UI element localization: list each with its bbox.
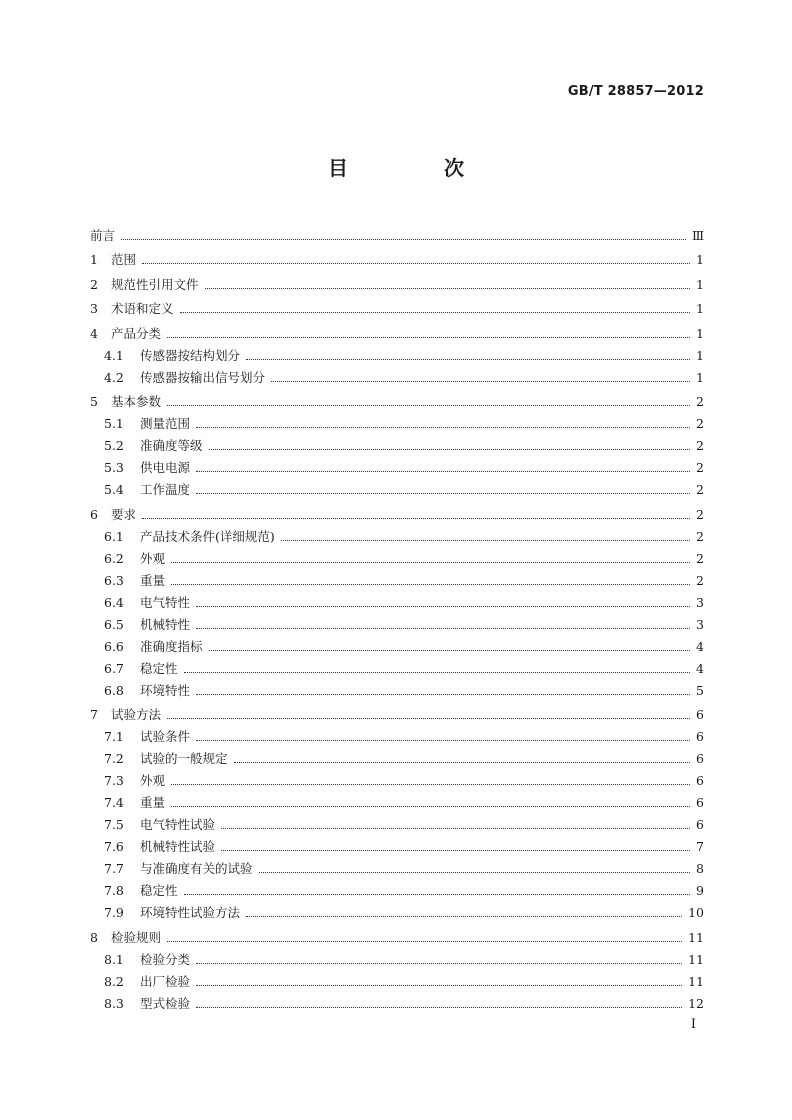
- toc-entry-title: 要求: [111, 506, 137, 522]
- toc-entry[interactable]: [90, 945, 704, 967]
- toc-entry[interactable]: [90, 766, 704, 788]
- toc-entry-page: 1: [696, 276, 704, 292]
- toc-entry-title: 稳定性: [140, 660, 178, 676]
- toc-entry-page: 6: [696, 773, 704, 788]
- toc-entry[interactable]: [90, 497, 704, 522]
- toc-entry-title: 范围: [111, 252, 137, 267]
- toc-entry-title: 重量: [140, 795, 166, 810]
- toc-entry-number: 7.5: [104, 817, 124, 832]
- toc-entry-page: 6: [696, 729, 704, 744]
- toc-entry-page: 2: [696, 572, 704, 588]
- toc-entry-page: 2: [696, 506, 704, 522]
- toc-entry-page: 12: [688, 995, 704, 1011]
- toc-leader-dots: [259, 872, 690, 873]
- toc-leader-dots: [196, 1007, 682, 1008]
- toc-leader-dots: [167, 941, 682, 942]
- toc-entry-title: 产品分类: [111, 325, 162, 341]
- toc-leader-dots: [196, 427, 690, 428]
- toc-entry-number: 7.8: [104, 883, 124, 898]
- toc-entry[interactable]: [90, 566, 704, 588]
- toc-leader-dots: [246, 359, 690, 360]
- toc-leader-dots: [271, 381, 690, 382]
- toc-entry-page: 9: [696, 883, 704, 898]
- toc-entry[interactable]: [90, 632, 704, 654]
- toc-entry-number: 6.4: [104, 594, 124, 610]
- toc-entry-page: 6: [696, 795, 704, 810]
- toc-entry-title: 准确度等级: [140, 438, 203, 453]
- toc-entry-page: 1: [696, 347, 704, 363]
- toc-leader-dots: [281, 540, 690, 541]
- toc-entry-number: 4.2: [104, 369, 124, 385]
- toc-entry-number: 5.4: [104, 482, 124, 497]
- toc-entry-title: 检验规则: [111, 929, 162, 945]
- toc-entry-title: 规范性引用文件: [111, 276, 199, 292]
- toc-entry-number: 6.7: [104, 660, 124, 676]
- toc-entry-number: 6.1: [104, 528, 124, 544]
- page-number: I: [690, 1017, 696, 1032]
- toc-entry[interactable]: [90, 316, 704, 341]
- toc-entry-page: 2: [696, 438, 704, 453]
- toc-entry[interactable]: [90, 363, 704, 385]
- toc-leader-dots: [167, 337, 690, 338]
- toc-entry-number: 7.2: [104, 751, 124, 766]
- toc-entry[interactable]: [90, 832, 704, 854]
- toc-entry[interactable]: [90, 810, 704, 832]
- toc-entry[interactable]: [90, 967, 704, 989]
- toc-leader-dots: [205, 288, 690, 289]
- toc-entry-number: 7.4: [104, 795, 124, 810]
- toc-leader-dots: [234, 762, 690, 763]
- toc-entry-page: 4: [696, 660, 704, 676]
- toc-leader-dots: [196, 628, 690, 629]
- toc-entry-page: 2: [696, 482, 704, 497]
- toc-entry-number: 8.3: [104, 995, 124, 1011]
- toc-entry-title: 机械特性试验: [140, 839, 216, 854]
- toc-entry-number: 6.2: [104, 550, 124, 566]
- toc-leader-dots: [142, 518, 690, 519]
- toc-entry-number: 1: [90, 252, 98, 267]
- toc-leader-dots: [196, 606, 690, 607]
- toc-entry-number: 8: [90, 929, 98, 945]
- toc-leader-dots: [121, 239, 686, 240]
- toc-entry[interactable]: [90, 876, 704, 898]
- toc-entry-number: 2: [90, 276, 98, 292]
- toc-entry[interactable]: [90, 453, 704, 475]
- toc-entry-number: 4.1: [104, 347, 124, 363]
- toc-entry-title: 传感器按输出信号划分: [140, 369, 266, 385]
- toc-entry-number: 6.6: [104, 638, 124, 654]
- toc-entry[interactable]: [90, 722, 704, 744]
- toc-leader-dots: [196, 963, 682, 964]
- toc-entry-page: 8: [696, 861, 704, 876]
- toc-leader-dots: [184, 672, 690, 673]
- toc-entry-title: 工作温度: [140, 482, 191, 497]
- toc-entry-number: 6.5: [104, 616, 124, 632]
- document-code: GB/T 28857—2012: [567, 84, 704, 99]
- toc-entry-page: 6: [696, 707, 704, 722]
- toc-leader-dots: [180, 312, 690, 313]
- toc-entry-title: 外观: [140, 773, 166, 788]
- toc-entry[interactable]: [90, 854, 704, 876]
- toc-leader-dots: [167, 405, 690, 406]
- toc-leader-dots: [171, 806, 690, 807]
- toc-entry-page: 6: [696, 817, 704, 832]
- toc-entry-number: 6: [90, 506, 98, 522]
- toc-entry[interactable]: [90, 341, 704, 363]
- toc-leader-dots: [196, 985, 682, 986]
- toc-leader-dots: [196, 740, 690, 741]
- toc-entry-title: 外观: [140, 550, 166, 566]
- toc-entry-number: 6.3: [104, 572, 124, 588]
- toc-entry-title: 试验的一般规定: [140, 751, 228, 766]
- toc-entry-page: 1: [696, 369, 704, 385]
- toc-entry-title: 试验条件: [140, 729, 191, 744]
- toc-entry[interactable]: [90, 676, 704, 698]
- toc-entry-title: 机械特性: [140, 616, 191, 632]
- toc-leader-dots: [209, 449, 690, 450]
- toc-leader-dots: [184, 894, 690, 895]
- toc-entry-number: 5.3: [104, 460, 124, 475]
- toc-entry-number: 7.9: [104, 905, 124, 920]
- toc-entry-page: 5: [696, 682, 704, 698]
- toc-entry-page: 2: [696, 394, 704, 409]
- toc-entry-page: 11: [688, 951, 704, 967]
- toc-leader-dots: [246, 916, 682, 917]
- toc-entry-title: 产品技术条件(详细规范): [140, 528, 275, 544]
- toc-entry-title: 准确度指标: [140, 638, 203, 654]
- toc-leader-dots: [171, 584, 690, 585]
- toc-entry-page: 1: [696, 325, 704, 341]
- toc-entry[interactable]: [90, 292, 704, 317]
- toc-entry[interactable]: [90, 431, 704, 453]
- toc-entry[interactable]: [90, 409, 704, 431]
- toc-entry[interactable]: [90, 385, 704, 410]
- toc-entry-page: 4: [696, 638, 704, 654]
- toc-entry-number: 5.1: [104, 416, 124, 431]
- toc-entry-title: 型式检验: [140, 995, 191, 1011]
- toc-entry-title: 术语和定义: [111, 301, 174, 316]
- toc-entry-page: 2: [696, 416, 704, 431]
- toc-entry-number: 5: [90, 394, 98, 409]
- toc-entry-number: 8.2: [104, 973, 124, 989]
- toc-entry-page: 2: [696, 460, 704, 475]
- toc-entry-title: 电气特性试验: [140, 817, 216, 832]
- toc-entry-number: 7: [90, 707, 98, 722]
- toc-entry-title: 供电电源: [140, 460, 191, 475]
- toc-entry-page: 3: [696, 594, 704, 610]
- toc-entry[interactable]: [90, 989, 704, 1011]
- toc-entry-title: 试验方法: [111, 707, 162, 722]
- toc-leader-dots: [171, 784, 690, 785]
- toc-entry-title: 前言: [90, 227, 116, 243]
- toc-entry[interactable]: [90, 522, 704, 544]
- toc-entry-number: 6.8: [104, 682, 124, 698]
- toc-entry[interactable]: [90, 920, 704, 945]
- toc-entry[interactable]: [90, 475, 704, 497]
- toc-leader-dots: [196, 471, 690, 472]
- toc-entry-page: 2: [696, 550, 704, 566]
- toc-entry[interactable]: [90, 267, 704, 292]
- toc-entry-page: 7: [696, 839, 704, 854]
- toc-entry-page: 3: [696, 616, 704, 632]
- toc-entry-title: 与准确度有关的试验: [140, 861, 253, 876]
- toc-entry-page: 2: [696, 528, 704, 544]
- toc-entry-number: 7.7: [104, 861, 124, 876]
- toc-entry[interactable]: [90, 544, 704, 566]
- toc-entry-title: 环境特性: [140, 682, 191, 698]
- toc-entry[interactable]: [90, 744, 704, 766]
- toc-entry-number: 3: [90, 301, 98, 316]
- toc-leader-dots: [221, 850, 690, 851]
- toc-entry-title: 重量: [140, 572, 166, 588]
- toc-entry-title: 检验分类: [140, 951, 191, 967]
- toc-entry[interactable]: [90, 610, 704, 632]
- toc-leader-dots: [221, 828, 690, 829]
- toc-leader-dots: [209, 650, 690, 651]
- toc-entry-page: 11: [688, 929, 704, 945]
- toc-entry[interactable]: [90, 898, 704, 920]
- toc-entry-number: 4: [90, 325, 98, 341]
- toc-entry[interactable]: [90, 654, 704, 676]
- toc-leader-dots: [142, 263, 690, 264]
- toc-entry[interactable]: [90, 243, 704, 268]
- toc-entry[interactable]: [90, 588, 704, 610]
- toc-entry-page: 10: [688, 905, 704, 920]
- toc-entry-number: 7.6: [104, 839, 124, 854]
- toc-entry-title: 测量范围: [140, 416, 191, 431]
- toc-entry-page: Ⅲ: [691, 227, 704, 243]
- toc-entry[interactable]: [90, 788, 704, 810]
- toc-entry-number: 7.1: [104, 729, 124, 744]
- toc-leader-dots: [196, 493, 690, 494]
- toc-entry-title: 基本参数: [111, 394, 162, 409]
- toc-entry-page: 6: [696, 751, 704, 766]
- toc-entry-number: 5.2: [104, 438, 124, 453]
- toc-entry-page: 1: [696, 252, 704, 267]
- toc-entry[interactable]: [90, 218, 704, 243]
- toc-leader-dots: [167, 718, 690, 719]
- toc-entry-title: 电气特性: [140, 594, 191, 610]
- toc-entry[interactable]: [90, 698, 704, 723]
- toc-entry-number: 8.1: [104, 951, 124, 967]
- toc-leader-dots: [196, 694, 690, 695]
- toc-entry-page: 1: [696, 301, 704, 316]
- toc-entry-title: 传感器按结构划分: [140, 347, 241, 363]
- toc-leader-dots: [171, 562, 690, 563]
- toc-entry-page: 11: [688, 973, 704, 989]
- toc-entry-title: 环境特性试验方法: [140, 905, 241, 920]
- table-of-contents: [90, 218, 704, 1011]
- toc-entry-title: 稳定性: [140, 883, 178, 898]
- toc-entry-title: 出厂检验: [140, 973, 191, 989]
- toc-title: 目 次: [328, 156, 502, 180]
- toc-entry-number: 7.3: [104, 773, 124, 788]
